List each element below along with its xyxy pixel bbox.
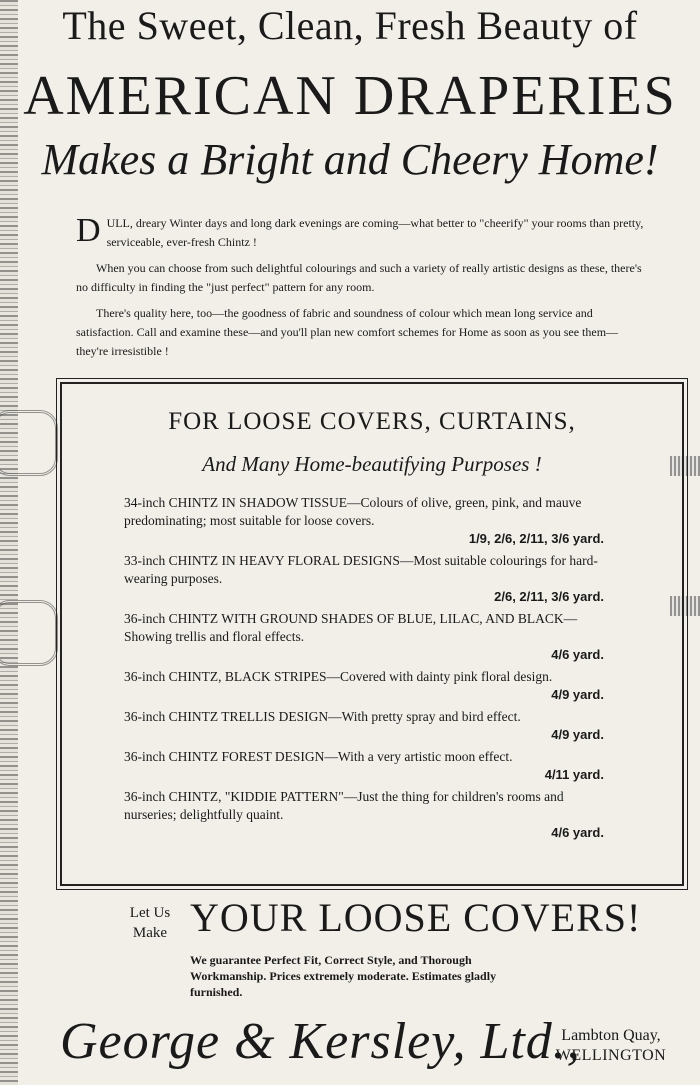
item-description: 36-inch CHINTZ, "KIDDIE PATTERN"—Just the thing for children's rooms and nurseries; delightfully quaint. <box>124 789 564 822</box>
box-heading: FOR LOOSE COVERS, CURTAINS, <box>168 408 576 435</box>
intro-paragraph-2: When you can choose from such delightful colourings and such a variety of really artistic designs as these, there's no difficulty in finding the "just perfect" pattern for any room. <box>76 261 642 294</box>
let-us-make-label: Let Us Make <box>129 905 171 941</box>
list-item <box>124 748 604 784</box>
firm-address: Lambton Quay, WELLINGTON <box>555 1027 667 1064</box>
list-item <box>124 788 604 842</box>
list-item <box>124 610 604 664</box>
list-item <box>124 552 604 606</box>
item-description: 36-inch CHINTZ TRELLIS DESIGN—With pretty spray and bird effect. <box>124 709 521 724</box>
item-description: 36-inch CHINTZ FOREST DESIGN—With a very artistic moon effect. <box>124 749 513 764</box>
list-item <box>124 494 604 548</box>
item-description: 34-inch CHINTZ IN SHADOW TISSUE—Colours of olive, green, pink, and mauve predominating; most suitable for loose covers. <box>124 495 582 528</box>
left-swirl-ornament-lower <box>0 600 58 666</box>
item-price: 4/9 yard. <box>551 727 604 742</box>
box-subheading: And Many Home-beautifying Purposes ! <box>202 452 542 476</box>
intro-paragraph-1: DULL, dreary Winter days and long dark evenings are coming—what better to "cheerify" your rooms than pretty, serviceable, ever-fresh Chintz ! <box>76 212 644 249</box>
item-price: 4/6 yard. <box>551 647 604 662</box>
intro-paragraph-3: There's quality here, too—the goodness of fabric and soundness of colour which mean long service and satisfaction. Call and examine these—and you'll plan new comfort schemes for Home as soon as you see them—they're irresistible ! <box>76 306 619 358</box>
item-description: 33-inch CHINTZ IN HEAVY FLORAL DESIGNS—Most suitable colourings for hard-wearing purposes. <box>124 553 598 586</box>
intro-text <box>76 214 646 368</box>
product-list <box>124 494 604 846</box>
guarantee-text: We guarantee Perfect Fit, Correct Style, and Thorough Workmanship. Prices extremely moderate. Estimates gladly furnished. <box>190 953 497 999</box>
left-swirl-ornament <box>0 410 58 476</box>
firm-name-logo: George & Kersley, Ltd., <box>60 1013 581 1070</box>
drop-cap: D <box>76 212 101 249</box>
list-item <box>124 708 604 744</box>
item-price: 1/9, 2/6, 2/11, 3/6 yard. <box>468 531 604 546</box>
item-price: 2/6, 2/11, 3/6 yard. <box>494 589 604 604</box>
headline-line-2: AMERICAN DRAPERIES <box>23 65 677 127</box>
item-price: 4/11 yard. <box>544 767 604 782</box>
product-box <box>60 382 684 886</box>
loose-covers-headline: YOUR LOOSE COVERS! <box>190 895 642 940</box>
item-price: 4/6 yard. <box>551 825 604 840</box>
headline-line-1: The Sweet, Clean, Fresh Beauty of <box>62 3 638 48</box>
item-price: 4/9 yard. <box>551 687 604 702</box>
item-description: 36-inch CHINTZ WITH GROUND SHADES OF BLUE, LILAC, AND BLACK—Showing trellis and floral effects. <box>124 611 578 644</box>
list-item <box>124 668 604 704</box>
headline-line-3: Makes a Bright and Cheery Home! <box>41 135 659 184</box>
item-description: 36-inch CHINTZ, BLACK STRIPES—Covered with dainty pink floral design. <box>124 669 553 684</box>
